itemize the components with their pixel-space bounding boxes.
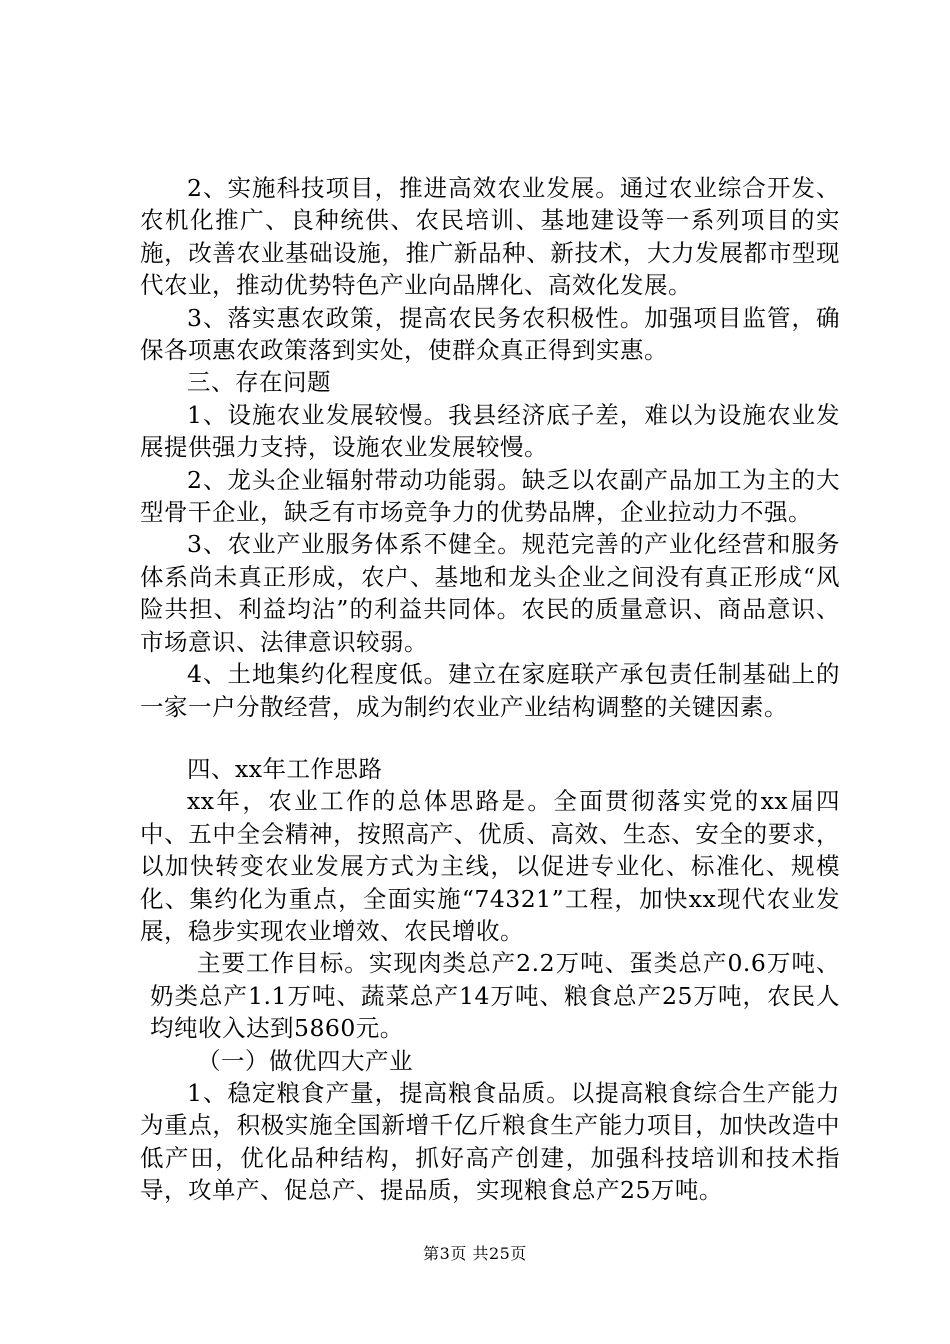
paragraph-problem-2: 2、龙头企业辐射带动功能弱。缺乏以农副产品加工为主的大型骨干企业，缺乏有市场竞争力的优势品牌，企业拉动力不强。 bbox=[140, 465, 840, 527]
paragraph-gap bbox=[140, 723, 840, 753]
paragraph-overall-plan: xx年，农业工作的总体思路是。全面贯彻落实党的xx届四中、五中全会精神，按照高产、优质、高效、生态、安全的要求，以加快转变农业发展方式为主线，以促进专业化、标准化、规模化、集约化为重点，全面实施“74321”工程，加快xx现代农业发展，稳步实现农业增效、农民增收。 bbox=[140, 787, 840, 945]
paragraph-problem-1: 1、设施农业发展较慢。我县经济底子差，难以为设施农业发展提供强力支持，设施农业发展较慢。 bbox=[140, 400, 840, 462]
paragraph-problem-3: 3、农业产业服务体系不健全。规范完善的产业化经营和服务体系尚未真正形成，农户、基地和龙头企业之间没有真正形成“风险共担、利益均沾”的利益共同体。农民的质量意识、商品意识、市场意识、法律意识较弱。 bbox=[140, 530, 840, 656]
page-number: 第3页 共25页 bbox=[423, 1244, 527, 1263]
paragraph-targets: 主要工作目标。实现肉类总产2.2万吨、蛋类总产0.6万吨、奶类总产1.1万吨、蔬菜总产14万吨、粮食总产25万吨，农民人均纯收入达到5860元。 bbox=[150, 949, 840, 1043]
paragraph-policy: 3、落实惠农政策，提高农民务农积极性。加强项目监管，确保各项惠农政策落到实处，使群众真正得到实惠。 bbox=[140, 303, 840, 365]
paragraph-tech-projects: 2、实施科技项目，推进高效农业发展。通过农业综合开发、农机化推广、良种统供、农民培训、基地建设等一系列项目的实施，改善农业基础设施，推广新品种、新技术，大力发展都市型现代农业，推动优势特色产业向品牌化、高效化发展。 bbox=[140, 174, 840, 300]
section-heading-work-plan: 四、xx年工作思路 bbox=[187, 754, 383, 783]
section-heading-problems: 三、存在问题 bbox=[187, 368, 331, 397]
paragraph-problem-4: 4、土地集约化程度低。建立在家庭联产承包责任制基础上的一家一户分散经营，成为制约农业产业结构调整的关键因素。 bbox=[140, 660, 840, 721]
paragraph-grain: 1、稳定粮食产量，提高粮食品质。以提高粮食综合生产能力为重点，积极实施全国新增千亿斤粮食生产能力项目，加快改造中低产田，优化品种结构，抓好高产创建，加强科技培训和技术指导，攻单产、促总产、提品质，实现粮食总产25万吨。 bbox=[140, 1078, 840, 1205]
document-body bbox=[140, 172, 840, 1207]
subheading-four-industries: （一）做优四大产业 bbox=[197, 1046, 413, 1075]
